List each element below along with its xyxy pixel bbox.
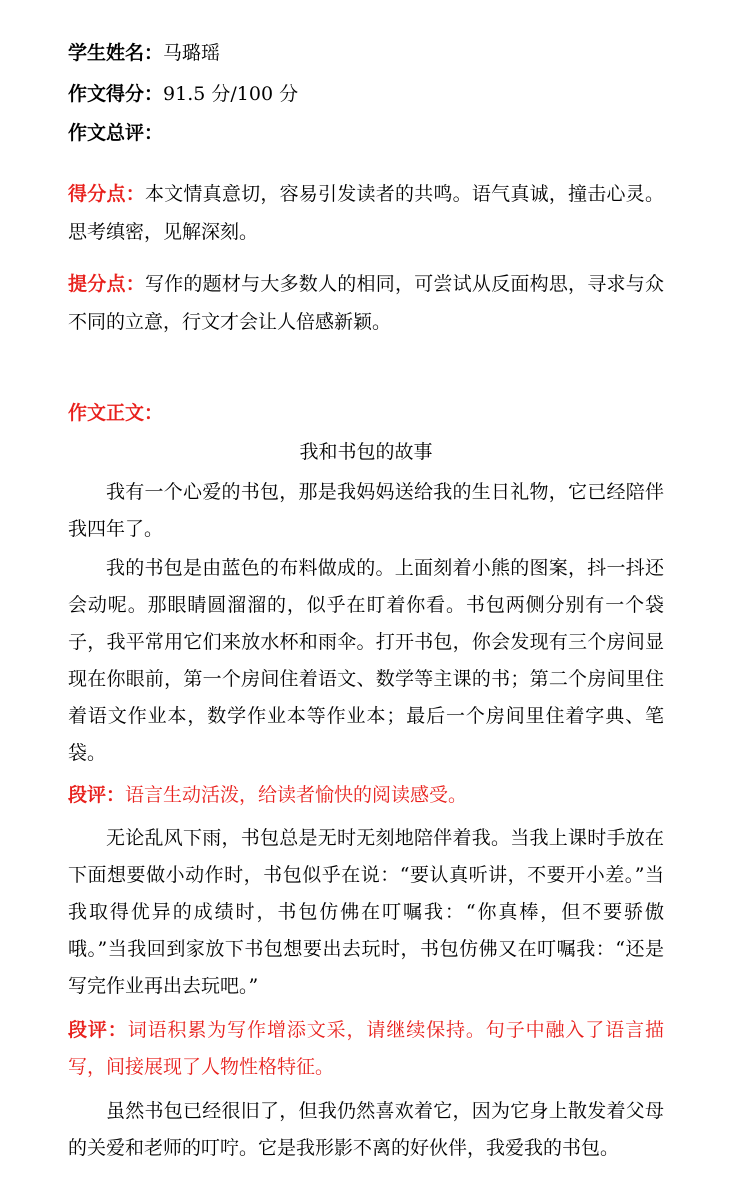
essay-section-row (68, 400, 163, 426)
improve-paragraph (68, 265, 664, 341)
comment-1-text: 语言生动活泼，给读者愉快的阅读感受。 (125, 784, 468, 806)
student-name-label: 学生姓名： (68, 42, 164, 64)
review-header-row (68, 120, 163, 146)
paragraph-comment-2 (68, 1012, 664, 1086)
score-value: 91.5 分/100 分 (163, 83, 299, 105)
score-row (68, 81, 298, 107)
strength-text: 本文情真意切，容易引发读者的共鸣。语气真诚，撞击心灵。思考缜密，见解深刻。 (68, 183, 664, 243)
comment-2-label: 段评： (68, 1019, 128, 1041)
essay-paragraph-2: 我的书包是由蓝色的布料做成的。上面刻着小熊的图案，抖一抖还会动呢。那眼睛圆溜溜的，似乎在盯着你看。书包两侧分别有一个袋子，我平常用它们来放水杯和雨伞。打开书包，你会发现有三个房间显现在你眼前，第一个房间住着语文、数学等主课的书；第二个房间里住着语文作业本，数学作业本等作业本；最后一个房间里住着字典、笔袋。 (68, 557, 664, 764)
essay-paragraph-4: 虽然书包已经很旧了，但我仍然喜欢着它，因为它身上散发着父母的关爱和老师的叮咛。它是我形影不离的好伙伴，我爱我的书包。 (68, 1100, 664, 1159)
comment-1-label: 段评： (68, 784, 126, 806)
strength-paragraph (68, 175, 664, 251)
student-name-value: 马璐瑶 (163, 42, 221, 64)
strength-label: 得分点： (68, 183, 145, 205)
comment-2-text: 词语积累为写作增添文采，请继续保持。句子中融入了语言描写，间接展现了人物性格特征。 (68, 1019, 664, 1078)
essay-paragraph-3: 无论乱风下雨，书包总是无时无刻地陪伴着我。当我上课时手放在下面想要做小动作时，书包似乎在说：“要认真听讲，不要开小差。”当我取得优异的成绩时，书包仿佛在叮嘱我：“你真棒，但不要骄傲哦。”当我回到家放下书包想要出去玩时，书包仿佛又在叮嘱我：“还是写完作业再出去玩吧。” (68, 827, 664, 997)
essay-title: 我和书包的故事 (299, 441, 433, 463)
improve-label: 提分点： (68, 273, 145, 295)
improve-text: 写作的题材与大多数人的相同，可尝试从反面构思，寻求与众不同的立意，行文才会让人倍感新颖。 (68, 273, 664, 333)
essay-paragraph-1: 我有一个心爱的书包，那是我妈妈送给我的生日礼物，它已经陪伴我四年了。 (68, 481, 664, 540)
paragraph-comment-1 (68, 777, 664, 814)
review-label: 作文总评： (68, 122, 164, 144)
essay-section-label: 作文正文： (68, 402, 164, 424)
student-name-row (68, 40, 220, 66)
score-label: 作文得分： (68, 83, 164, 105)
